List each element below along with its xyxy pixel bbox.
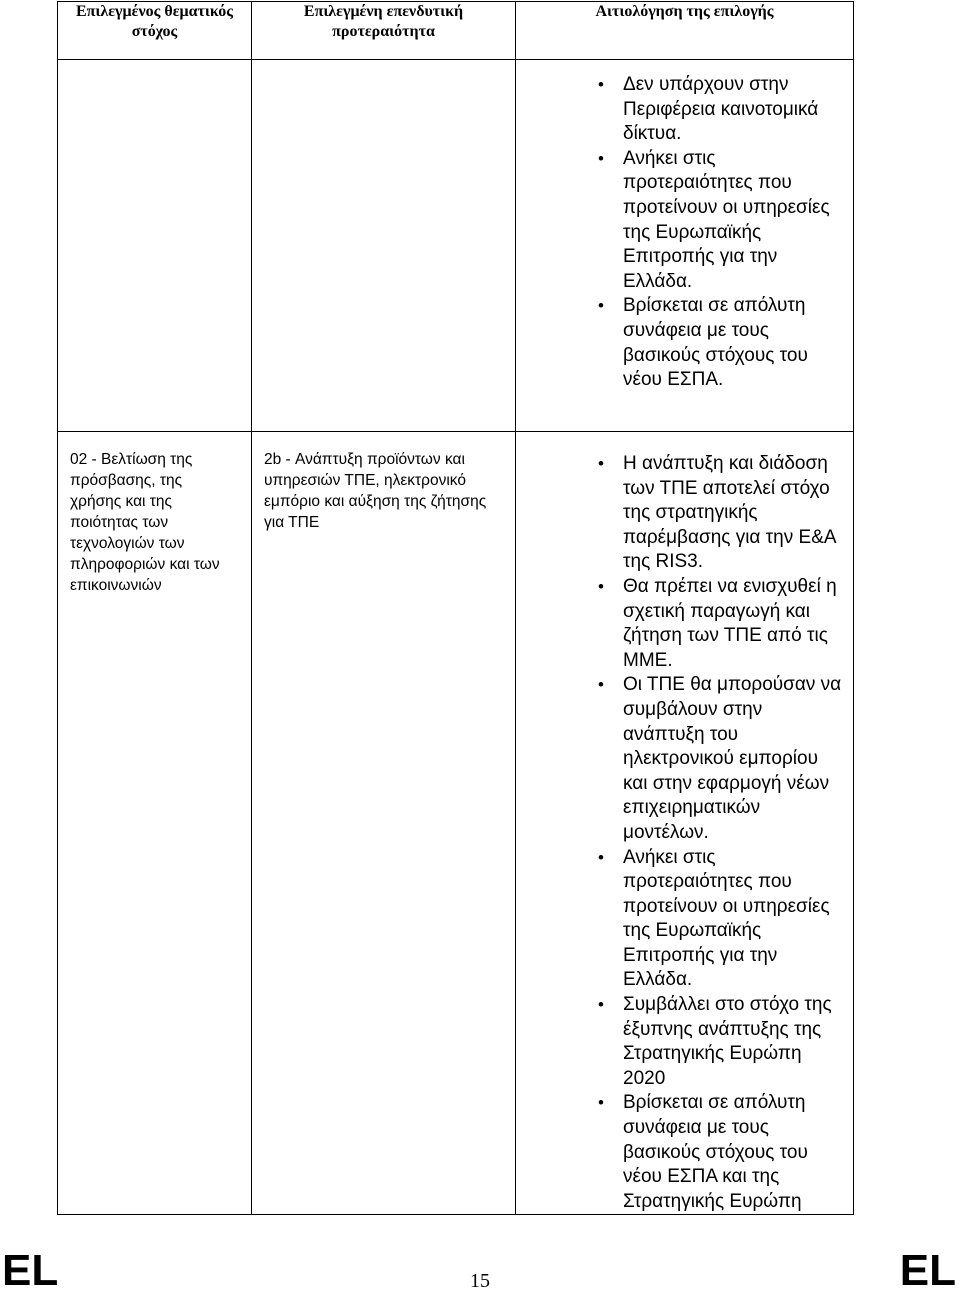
continuation-row: [58, 60, 854, 432]
continuation-objective-cell: [58, 60, 252, 432]
priority-text: 2b - Ανάπτυξη προϊόντων και υπηρεσιών ΤΠΕ, ηλεκτρονικό εμπόριο και αύξηση της ζήτησης για ΤΠΕ: [264, 451, 487, 531]
header-objective: Επιλεγμένος θεματικός στόχος: [58, 2, 252, 60]
continuation-priority-cell: [252, 60, 516, 432]
continuation-justification-cell: [516, 60, 854, 432]
list-item: • Ανήκει στις προτεραιότητες που προτείνουν οι υπηρεσίες της Ευρωπαϊκής Επιτροπής για την Ελλάδα.: [516, 147, 853, 295]
list-item: • Συμβάλλει στο στόχο της έξυπνης ανάπτυξης της Στρατηγικής Ευρώπη 2020: [516, 993, 853, 1091]
priorities-table: [57, 1, 854, 1215]
list-item: • Οι ΤΠΕ θα μπορούσαν να συμβάλουν στην ανάπτυξη του ηλεκτρονικού εμπορίου και στην εφαρμογή νέων επιχειρηματικών μοντέλων.: [516, 673, 853, 845]
footer-language-label-right: EL: [899, 1246, 956, 1295]
list-item: • Βρίσκεται σε απόλυτη συνάφεια με τους βασικούς στόχους του νέου ΕΣΠΑ.: [516, 294, 853, 392]
list-item: • Βρίσκεται σε απόλυτη συνάφεια με τους βασικούς στόχους του νέου ΕΣΠΑ και της Στρατηγικής Ευρώπη: [516, 1091, 853, 1214]
list-item: • Θα πρέπει να ενισχυθεί η σχετική παραγωγή και ζήτηση των ΤΠΕ από τις ΜΜΕ.: [516, 575, 853, 673]
list-item: • Ανήκει στις προτεραιότητες που προτείνουν οι υπηρεσίες της Ευρωπαϊκής Επιτροπής για την Ελλάδα.: [516, 846, 853, 994]
list-item: • Η ανάπτυξη και διάδοση των ΤΠΕ αποτελεί στόχο της στρατηγικής παρέμβασης για την Ε&Α της RIS3.: [516, 452, 853, 575]
page-number: 15: [470, 1270, 490, 1292]
header-row: [58, 2, 854, 60]
objective-cell: [58, 432, 252, 1215]
header-justification: Αιτιολόγηση της επιλογής: [516, 2, 854, 60]
list-item: • Δεν υπάρχουν στην Περιφέρεια καινοτομικά δίκτυα.: [516, 73, 853, 147]
priority-cell: [252, 432, 516, 1215]
header-priority: Επιλεγμένη επενδυτική προτεραιότητα: [252, 2, 516, 60]
table-row: [58, 432, 854, 1215]
continuation-bullet-list: [516, 60, 853, 393]
justification-cell: [516, 432, 854, 1215]
justification-bullet-list: [516, 432, 853, 1214]
objective-text: 02 - Βελτίωση της πρόσβασης, της χρήσης και της ποιότητας των τεχνολογιών των πληροφοριών και των επικοινωνιών: [70, 451, 220, 594]
footer-language-label-left: EL: [2, 1246, 59, 1295]
